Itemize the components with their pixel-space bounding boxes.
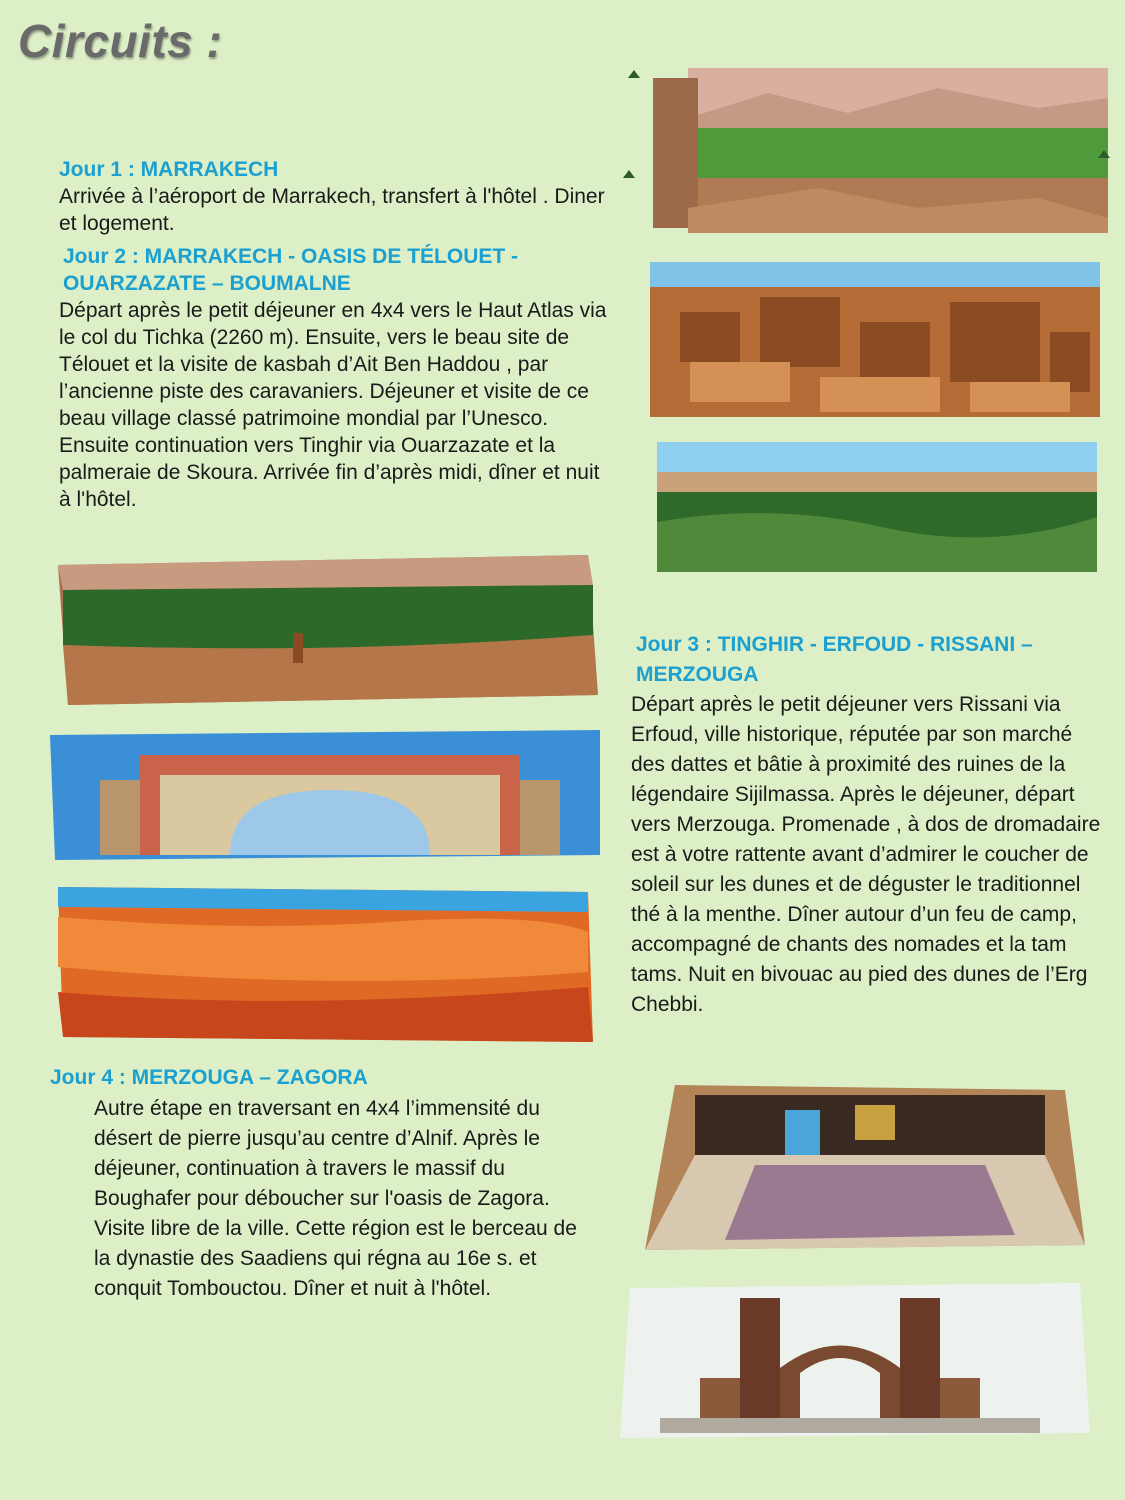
day-3-title: Jour 3 : TINGHIR - ERFOUD - RISSANI – MERZOUGA (636, 633, 1033, 686)
photo-bivouac-tent (605, 1075, 1105, 1260)
day-4-text: Autre étape en traversant en 4x4 l’immensité du désert de pierre jusqu’au centre d’Alnif. Après le déjeuner, continuation à travers le massif du Boughafer pour déboucher sur l'oasis de Zagora. Visite libre de la ville. Cette région est le berceau de la dynastie des Saadiens qui régna au 16e s. et conquit Tombouctou. Dîner et nuit à l'hôtel. (94, 1097, 577, 1300)
photo-tinghir-palmeraie (38, 545, 608, 715)
day-3-section (631, 630, 1111, 1020)
day-1-title: Jour 1 : MARRAKECH (59, 158, 279, 181)
day-2-text: Départ après le petit déjeuner en 4x4 vers le Haut Atlas via le col du Tichka (2260 m). Ensuite, vers le beau site de Télouet et la visite de kasbah d’Ait Ben Haddou , par l’ancienne piste des caravaniers. Déjeuner et visite de ce beau village classé patrimoine mondial par l’Unesco. Ensuite continuation vers Tinghir via Ouarzazate et la palmeraie de Skoura. Arrivée fin d’après midi, dîner et nuit à l'hôtel. (59, 299, 607, 511)
day-4-title: Jour 4 : MERZOUGA – ZAGORA (50, 1066, 368, 1089)
photo-zagora-gate (600, 1268, 1105, 1450)
day-4-section (94, 1094, 584, 1304)
day-2-title: Jour 2 : MARRAKECH - OASIS DE TÉLOUET - OUARZAZATE – BOUMALNE (63, 245, 519, 295)
day-3-text: Départ après le petit déjeuner vers Rissani via Erfoud, ville historique, réputée par son marché des dattes et bâtie à proximité des ruines de la légendaire Sijilmassa. Après le déjeuner, départ vers Merzouga. Promenade , à dos de dromadaire est à votre rattente avant d’admirer le coucher de soleil sur les dunes et de déguster le traditionnel thé à la menthe. Dîner autour d’un feu de camp, accompagné de chants des nomades et la tam tams. Nuit en bivouac au pied des dunes de l’Erg Chebbi. (631, 693, 1101, 1016)
day-1-section (59, 156, 609, 237)
photo-kasbah-ruins (618, 58, 1118, 243)
photo-desert-dunes (38, 872, 608, 1054)
photo-palm-valley (622, 432, 1118, 584)
photo-kasbah-village (620, 252, 1120, 430)
day-1-text: Arrivée à l’aéroport de Marrakech, transfert à l'hôtel . Diner et logement. (59, 185, 605, 235)
page-title: Circuits : (18, 15, 223, 67)
photo-city-gate (40, 720, 608, 865)
day-2-section (59, 243, 614, 513)
